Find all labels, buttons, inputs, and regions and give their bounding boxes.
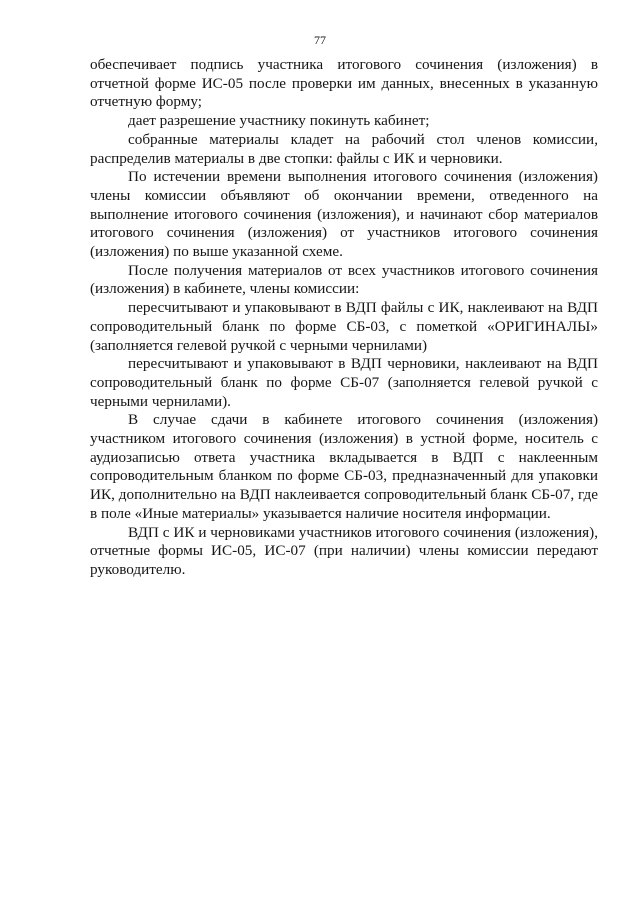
paragraph-after-collection: После получения материалов от всех участников итогового сочинения (изложения) в кабинете, члены комиссии: [90, 261, 598, 298]
page-number: 77 [314, 33, 326, 47]
paragraph-signature-check: обеспечивает подпись участника итогового сочинения (изложения) в отчетной форме ИС-05 после проверки им данных, внесенных в указанную отчетную форму; [90, 56, 598, 111]
paragraph-time-expiry: По истечении времени выполнения итогового сочинения (изложения) члены комиссии объявляют об окончании времени, отведенного на выполнение итогового сочинения (изложения), и начинают сбор материалов итогового сочинения (изложения) от участников итогового сочинения (изложения) по выше указанной схеме. [90, 168, 598, 261]
paragraph-pack-drafts: пересчитывают и упаковывают в ВДП черновики, наклеивают на ВДП сопроводительный бланк по форме СБ-07 (заполняется гелевой ручкой с черными чернилами). [90, 355, 598, 410]
paragraph-permission-to-leave: дает разрешение участнику покинуть кабинет; [128, 112, 430, 130]
paragraph-collected-materials: собранные материалы кладет на рабочий стол членов комиссии, распределив материалы в две стопки: файлы с ИК и черновики. [90, 130, 598, 167]
document-body [90, 56, 598, 580]
paragraph-handover: ВДП с ИК и черновиками участников итогового сочинения (изложения), отчетные формы ИС-05, ИС-07 (при наличии) члены комиссии передают руководителю. [90, 523, 598, 578]
paragraph-oral-form: В случае сдачи в кабинете итогового сочинения (изложения) участником итогового сочинения (изложения) в устной форме, носитель с аудиозаписью ответа участника вкладывается в ВДП с наклеенным сопроводительным бланком по форме СБ-03, предназначенный для упаковки ИК, дополнительно на ВДП наклеивается сопроводительный бланк СБ-07, где в поле «Иные материалы» указывается наличие носителя информации. [90, 411, 598, 522]
paragraph-pack-answer-files: пересчитывают и упаковывают в ВДП файлы с ИК, наклеивают на ВДП сопроводительный бланк по форме СБ-03, с пометкой «ОРИГИНАЛЫ» (заполняется гелевой ручкой с черными чернилами) [90, 299, 598, 354]
